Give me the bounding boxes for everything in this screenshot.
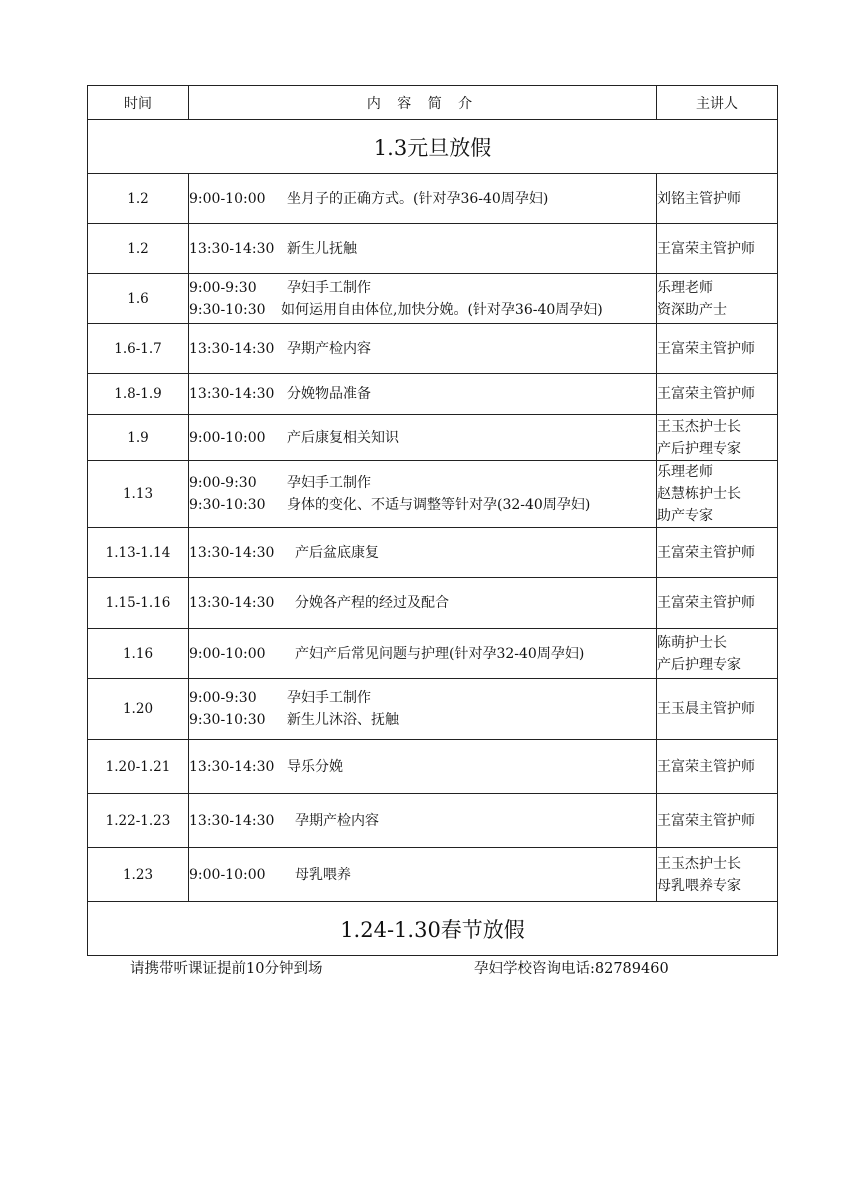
speaker-line: 王富荣主管护师 xyxy=(657,386,755,402)
row-date: 1.22-1.23 xyxy=(88,794,189,848)
row-date: 1.15-1.16 xyxy=(88,578,189,629)
table-row xyxy=(88,578,778,629)
row-date: 1.16 xyxy=(88,629,189,679)
row-speaker xyxy=(657,324,778,374)
footer-note: 请携带听课证提前10分钟到场 xyxy=(130,961,323,977)
row-time: 9:30-10:30 xyxy=(189,301,266,318)
holiday-row-new-year xyxy=(88,120,778,174)
holiday-new-year: 1.3元旦放假 xyxy=(88,120,778,174)
row-content xyxy=(189,415,657,461)
row-date: 1.6-1.7 xyxy=(88,324,189,374)
table-row xyxy=(88,848,778,902)
row-topic: 如何运用自由体位,加快分娩。(针对孕36-40周孕妇) xyxy=(281,301,603,318)
table-row xyxy=(88,528,778,578)
speaker-line: 王富荣主管护师 xyxy=(657,544,755,561)
table-row xyxy=(88,629,778,679)
holiday-row-spring-festival xyxy=(88,902,778,956)
row-date: 1.20 xyxy=(88,679,189,740)
table-row xyxy=(88,679,778,740)
row-time: 13:30-14:30 xyxy=(189,240,275,257)
row-topic: 产后盆底康复 xyxy=(295,544,379,561)
row-content xyxy=(189,740,657,794)
row-content xyxy=(189,848,657,902)
row-content xyxy=(189,528,657,578)
row-date: 1.6 xyxy=(88,274,189,324)
holiday-spring-festival: 1.24-1.30春节放假 xyxy=(88,902,778,956)
header-row xyxy=(88,86,778,120)
row-time: 13:30-14:30 xyxy=(189,340,275,357)
row-speaker xyxy=(657,174,778,224)
speaker-line: 助产专家 xyxy=(657,508,713,524)
speaker-line: 王富荣主管护师 xyxy=(657,240,755,257)
row-speaker xyxy=(657,578,778,629)
row-date: 1.9 xyxy=(88,415,189,461)
row-speaker xyxy=(657,740,778,794)
row-content xyxy=(189,374,657,415)
row-date: 1.2 xyxy=(88,224,189,274)
row-content xyxy=(189,578,657,629)
header-content: 内 容 简 介 xyxy=(189,86,657,120)
table-row xyxy=(88,374,778,415)
row-time: 13:30-14:30 xyxy=(189,595,275,611)
row-topic: 产后康复相关知识 xyxy=(287,429,399,446)
row-date: 1.2 xyxy=(88,174,189,224)
table-row xyxy=(88,461,778,528)
row-content xyxy=(189,224,657,274)
table-row xyxy=(88,274,778,324)
table-row xyxy=(88,740,778,794)
row-speaker xyxy=(657,679,778,740)
header-speaker: 主讲人 xyxy=(657,86,778,120)
row-topic: 孕期产检内容 xyxy=(287,340,371,357)
row-content xyxy=(189,174,657,224)
row-date: 1.20-1.21 xyxy=(88,740,189,794)
row-time: 13:30-14:30 xyxy=(189,758,275,775)
row-topic: 分娩物品准备 xyxy=(287,386,371,402)
table-row xyxy=(88,174,778,224)
table-row xyxy=(88,415,778,461)
row-topic: 分娩各产程的经过及配合 xyxy=(295,595,449,611)
row-time: 9:00-10:00 xyxy=(189,866,266,883)
speaker-line: 赵慧栋护士长 xyxy=(657,486,741,502)
speaker-line: 王玉杰护士长 xyxy=(657,418,741,435)
schedule-table xyxy=(87,85,778,956)
row-content xyxy=(189,794,657,848)
speaker-line: 王富荣主管护师 xyxy=(657,812,755,829)
row-topic: 产妇产后常见问题与护理(针对孕32-40周孕妇) xyxy=(295,645,585,662)
speaker-line: 产后护理专家 xyxy=(657,656,741,673)
speaker-line: 王富荣主管护师 xyxy=(657,340,755,357)
speaker-line: 王玉杰护士长 xyxy=(657,855,741,872)
row-time: 13:30-14:30 xyxy=(189,386,275,402)
row-speaker xyxy=(657,629,778,679)
speaker-line: 王富荣主管护师 xyxy=(657,758,755,775)
row-time: 9:30-10:30 xyxy=(189,497,266,513)
row-topic: 孕期产检内容 xyxy=(295,812,379,829)
table-row xyxy=(88,794,778,848)
speaker-line: 产后护理专家 xyxy=(657,440,741,457)
speaker-line: 乐理老师 xyxy=(657,464,713,480)
row-content xyxy=(189,679,657,740)
row-time: 9:30-10:30 xyxy=(189,712,266,728)
row-topic: 新生儿抚触 xyxy=(287,240,357,257)
speaker-line: 刘铭主管护师 xyxy=(657,190,741,207)
row-speaker xyxy=(657,461,778,528)
row-topic: 导乐分娩 xyxy=(287,758,343,775)
row-time: 9:00-10:00 xyxy=(189,429,266,446)
table-row xyxy=(88,224,778,274)
row-topic: 孕妇手工制作 xyxy=(287,475,371,491)
row-date: 1.23 xyxy=(88,848,189,902)
row-content xyxy=(189,324,657,374)
row-date: 1.13 xyxy=(88,461,189,528)
row-time: 9:00-9:30 xyxy=(189,690,257,706)
speaker-line: 母乳喂养专家 xyxy=(657,877,741,894)
row-time: 9:00-10:00 xyxy=(189,645,266,662)
speaker-line: 乐理老师 xyxy=(657,279,713,296)
row-speaker xyxy=(657,415,778,461)
row-speaker xyxy=(657,848,778,902)
row-topic: 孕妇手工制作 xyxy=(287,690,371,706)
speaker-line: 王玉晨主管护师 xyxy=(657,701,755,717)
speaker-line: 王富荣主管护师 xyxy=(657,595,755,611)
row-speaker xyxy=(657,274,778,324)
row-speaker xyxy=(657,528,778,578)
row-topic: 母乳喂养 xyxy=(295,866,351,883)
row-time: 9:00-9:30 xyxy=(189,475,257,491)
row-time: 9:00-10:00 xyxy=(189,190,266,207)
row-date: 1.13-1.14 xyxy=(88,528,189,578)
row-time: 13:30-14:30 xyxy=(189,544,275,561)
row-topic: 新生儿沐浴、抚触 xyxy=(287,712,399,728)
row-content xyxy=(189,629,657,679)
row-speaker xyxy=(657,224,778,274)
row-time: 13:30-14:30 xyxy=(189,812,275,829)
footer-contact: 孕妇学校咨询电话:82789460 xyxy=(474,961,669,977)
table-row xyxy=(88,324,778,374)
header-date: 时间 xyxy=(88,86,189,120)
speaker-line: 陈萌护士长 xyxy=(657,634,727,651)
row-speaker xyxy=(657,374,778,415)
row-speaker xyxy=(657,794,778,848)
row-topic: 身体的变化、不适与调整等针对孕(32-40周孕妇) xyxy=(287,497,591,513)
row-content xyxy=(189,274,657,324)
row-content xyxy=(189,461,657,528)
row-topic: 坐月子的正确方式。(针对孕36-40周孕妇) xyxy=(287,190,549,207)
speaker-line: 资深助产士 xyxy=(657,301,727,318)
row-topic: 孕妇手工制作 xyxy=(287,279,371,296)
row-date: 1.8-1.9 xyxy=(88,374,189,415)
row-time: 9:00-9:30 xyxy=(189,279,257,296)
